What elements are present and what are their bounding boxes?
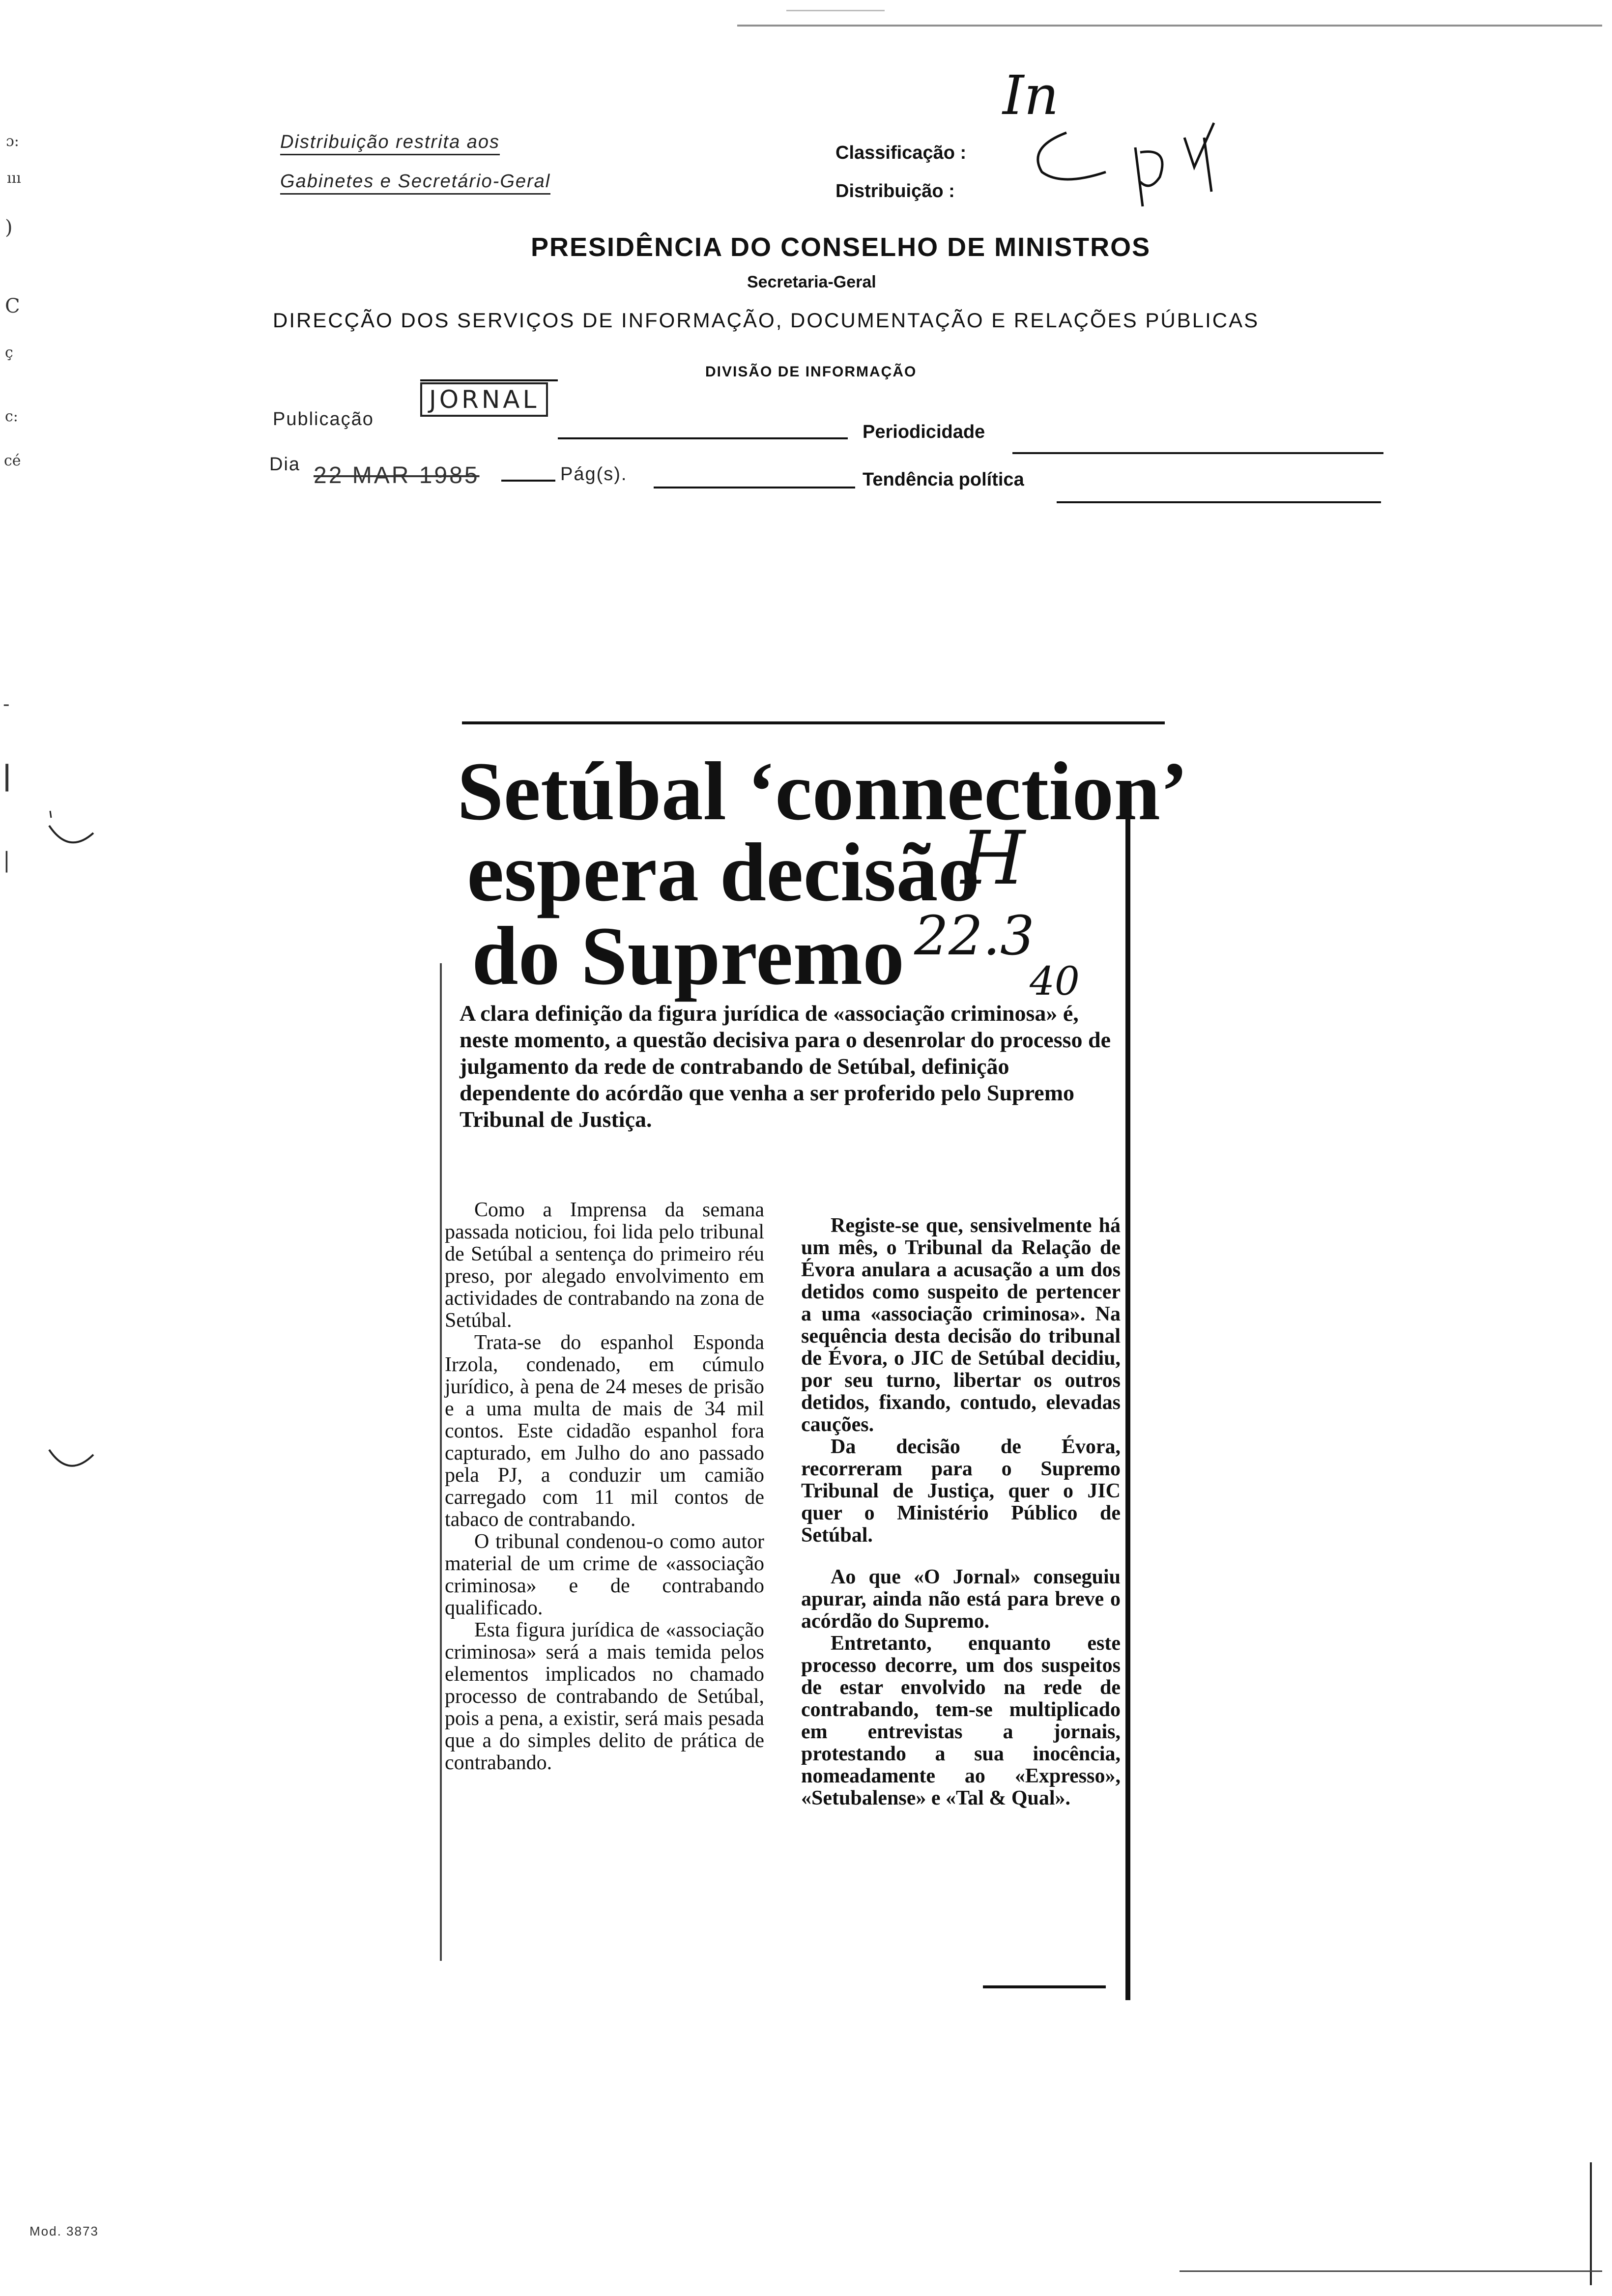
margin-mark: ɔ: (6, 133, 19, 150)
stamp-top-rule (420, 379, 558, 381)
clipping-bottom-rule (983, 1985, 1106, 1988)
article-lead: A clara definição da figura jurídica de «associação criminosa» é, neste momento, a questão decisiva para o desenrolar do processo de julgamento da rede de contrabando de Setúbal, definição dependente do acórdão que venha a ser proferido pelo Supremo Tribunal de Justiça. (460, 1001, 1111, 1132)
classification-label: Classificação : (835, 143, 967, 163)
distribution-note-line-1: Distribuição restrita aos (280, 132, 500, 155)
left-paragraph: Como a Imprensa da semana passada noticiou, foi lida pelo tribunal de Setúbal a sentença do primeiro réu preso, por alegado envolvimento em actividades de contrabando na zona de Setúbal. (445, 1199, 764, 1332)
left-paragraph: Trata-se do espanhol Esponda Irzola, condenado, em cúmulo jurídico, à pena de 24 meses de prisão e a uma multa de mais de 34 mil contos. Este cidadão espanhol fora capturado, em Julho do ano passado pela PJ, a conduzir um camião carregado com 11 mil contos de tabaco de contrabando. (445, 1331, 764, 1531)
header-title: PRESIDÊNCIA DO CONSELHO DE MINISTROS (531, 232, 1151, 262)
publication-field-line (558, 437, 848, 439)
article-headline-line-1: Setúbal ‘connection’ (457, 745, 1188, 837)
margin-mark: | (3, 848, 10, 873)
margin-mark: | (2, 759, 12, 792)
margin-mark: - (3, 693, 10, 716)
margin-mark: cé (4, 452, 21, 469)
clipping-left-edge (440, 963, 442, 1961)
handwritten-scribble (1022, 118, 1229, 211)
stray-curve-mark (44, 806, 98, 855)
pages-label: Pág(s). (560, 464, 628, 485)
margin-mark: C (5, 295, 20, 317)
scan-edge-line (1590, 2162, 1592, 2285)
right-paragraph: Da decisão de Évora, recorreram para o Supremo Tribunal de Justiça, quer o JIC quer o Ministério Público de Setúbal. (801, 1435, 1121, 1547)
article-left-column (445, 1199, 764, 1774)
date-label: Dia (269, 454, 301, 475)
right-paragraph: Ao que «O Jornal» conseguiu apurar, ainda não está para breve o acórdão do Supremo. (801, 1566, 1121, 1633)
form-code: Mod. 3873 (29, 2224, 99, 2239)
right-paragraph: Entretanto, enquanto este processo decorre, um dos suspeitos de estar envolvido na rede de contrabando, tem-se multiplicado em entrevistas a jornais, protestando a sua inocência, nomeadamente ao «Expresso», «Setubalense» e «Tal & Qual». (801, 1632, 1121, 1809)
margin-mark: c: (5, 408, 18, 425)
publication-label: Publicação (273, 409, 374, 430)
handwritten-date: 22.3 (914, 904, 1035, 967)
distribution-label: Distribuição : (835, 181, 955, 201)
stray-curve-mark (44, 1435, 98, 1484)
header-division: DIVISÃO DE INFORMAÇÃO (705, 364, 917, 380)
scan-artifact-line (737, 25, 1602, 27)
handwritten-initial: H (961, 816, 1025, 901)
right-paragraph: Registe-se que, sensivelmente há um mês, o Tribunal da Relação de Évora anulara a acusação a um dos detidos como suspeito de pertencer a uma «associação criminosa». Na sequência desta decisão do tribunal de Évora, o JIC de Setúbal decidiu, por seu turno, libertar os outros detidos, fixando, contudo, elevadas cauções. (801, 1214, 1121, 1436)
margin-mark: ç (5, 344, 13, 361)
margin-mark: ) (5, 216, 13, 239)
left-paragraph: O tribunal condenou-o como autor material de um crime de «associação criminosa» e de contrabando qualificado. (445, 1530, 764, 1619)
distribution-note-line-2: Gabinetes e Secretário-Geral (280, 171, 550, 195)
article-headline-line-2: espera decisão (467, 826, 980, 918)
header-directorate: DIRECÇÃO DOS SERVIÇOS DE INFORMAÇÃO, DOCUMENTAÇÃO E RELAÇÕES PÚBLICAS (273, 309, 1260, 332)
scan-artifact-line (786, 10, 885, 11)
article-headline-line-3: do Supremo (472, 910, 905, 1002)
scan-edge-line (1180, 2270, 1602, 2272)
date-field-line (501, 480, 555, 482)
date-value: 22 MAR 1985 (314, 462, 480, 488)
publication-stamp: JORNAL (420, 382, 548, 417)
political-tendency-label: Tendência política (863, 469, 1024, 490)
periodicity-label: Periodicidade (863, 422, 985, 442)
tendency-field-line (1057, 501, 1381, 503)
periodicity-field-line (1012, 452, 1383, 454)
handwritten-annotation: In (1003, 64, 1059, 127)
handwritten-page: 40 (1030, 958, 1080, 1004)
left-paragraph: Esta figura jurídica de «associação criminosa» será a mais temida pelos elementos implicados no chamado processo de contrabando de Setúbal, pois a pena, a existir, será mais pesada que a do simples delito de prática de contrabando. (445, 1619, 764, 1774)
clipping-top-rule (462, 721, 1165, 724)
header-subtitle: Secretaria-Geral (747, 273, 876, 291)
clipping-right-bar (1125, 781, 1130, 2000)
article-right-column (801, 1215, 1121, 1809)
pages-field-line (654, 487, 855, 488)
margin-mark: ııı (7, 170, 21, 187)
